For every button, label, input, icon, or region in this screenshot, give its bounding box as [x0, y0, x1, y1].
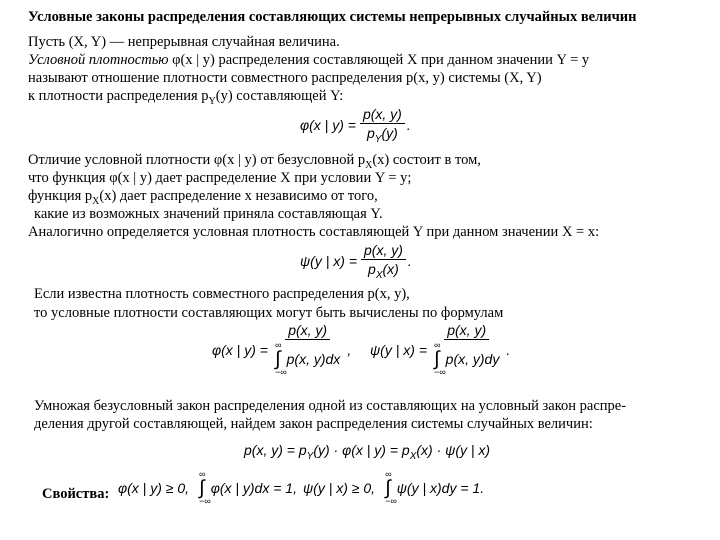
- fraction-numerator: p(x, y): [361, 242, 406, 260]
- formula-properties: [118, 470, 484, 506]
- formula-lhs: φ(x | y) =: [300, 117, 356, 134]
- text-line: называют отношение плотности совместного распределения p(x, y) системы (X, Y): [28, 70, 542, 86]
- text-span: (y) составляющей Y:: [215, 88, 344, 104]
- fraction: [272, 322, 343, 377]
- fraction-denominator: $p_Y(y)$: [367, 125, 398, 145]
- fraction: [360, 106, 405, 145]
- text-line: что функция φ(x | y) дает распределение X при условии Y = y;: [28, 170, 412, 186]
- formula-conditional-via-integral-x: φ(x | y) = p(x, y) ∞ ∫ −∞ p(x, y)dx ,: [212, 322, 352, 377]
- text-line: Если известна плотность совместного распределения p(x, y),: [34, 286, 410, 302]
- property-nonnegative-x: φ(x | y) ≥ 0,: [118, 480, 190, 496]
- page-title: Условные законы распределения составляющих системы непрерывных случайных величин: [28, 9, 637, 25]
- properties-label: Свойства:: [42, 486, 110, 502]
- text-line: то условные плотности составляющих могут быть вычислены по формулам: [34, 305, 504, 321]
- integral-sign: ∞ ∫ −∞: [199, 469, 211, 506]
- text-line: какие из возможных значений приняла составляющая Y.: [34, 206, 383, 222]
- fraction-denominator: ∞ ∫ −∞ p(x, y)dx: [274, 340, 341, 377]
- formula-lhs: φ(x | y) =: [212, 341, 268, 358]
- fraction: [361, 242, 406, 281]
- formula-joint-density-product: p(x, $y) = p_Y(y) \cdot \varphi(x$ | $y) = p_X(x) \cdot \psi(y$ | x): [244, 442, 491, 462]
- property-nonnegative-y: ψ(y | x) ≥ 0,: [302, 480, 376, 496]
- term-conditional-density: Условной плотностью: [28, 52, 169, 68]
- fraction-numerator: p(x, y): [360, 106, 405, 124]
- text-line: Умножая безусловный закон распределения одной из составляющих на условный закон распре-: [34, 398, 627, 414]
- fraction-denominator: $p_X(x)$: [368, 261, 399, 281]
- text-line: [28, 52, 589, 69]
- fraction-numerator: p(x, y): [285, 322, 330, 340]
- text-span: (x) дает распределение x независимо от того,: [99, 188, 378, 204]
- fraction: [431, 322, 502, 377]
- fraction-numerator: p(x, y): [444, 322, 489, 340]
- formula-lhs: ψ(y | x) =: [370, 341, 427, 358]
- text-line: [28, 88, 343, 110]
- text-span: φ(x | y) распределения составляющей X при данном значении Y = y: [172, 52, 590, 68]
- subscript: X: [365, 159, 373, 171]
- text-line: деления другой составляющей, найдем закон распределения системы случайных величин:: [34, 416, 593, 432]
- text-line: Аналогично определяется условная плотность составляющей Y при данном значении X = x:: [28, 224, 600, 240]
- text-span: к плотности распределения p: [28, 88, 209, 104]
- integral-sign: ∞ ∫ −∞: [274, 340, 287, 377]
- formula-conditional-via-integral-y: ψ(y | x) = p(x, y) ∞ ∫ −∞ p(x, y)dy .: [370, 322, 511, 377]
- integral-sign: ∞ ∫ −∞: [434, 340, 446, 377]
- integral-sign: ∞ ∫ −∞: [385, 469, 397, 506]
- text-span: функция p: [28, 188, 93, 204]
- text-span: (x) состоит в том,: [372, 152, 481, 168]
- property-normalized-x: φ(x | y)dx = 1,: [210, 480, 297, 496]
- formula-conditional-density-y: ψ(y | x) = $\frac{p(x, y)}{p_X(x)}$ .: [300, 242, 412, 281]
- property-normalized-y: ψ(y | x)dy = 1.: [396, 480, 485, 496]
- subscript: Y: [208, 95, 216, 107]
- formula-lhs: ψ(y | x) =: [300, 253, 357, 270]
- subscript: X: [92, 195, 100, 207]
- fraction-denominator: ∞ ∫ −∞ p(x, y)dy: [434, 340, 500, 377]
- text-span: Отличие условной плотности φ(x | y) от безусловной p: [28, 152, 366, 168]
- formula-conditional-density-x: φ(x | y) = $\frac{p(x, y)}{p_Y(y)}$ .: [300, 106, 411, 145]
- text-line: Пусть (X, Y) — непрерывная случайная величина.: [28, 34, 340, 50]
